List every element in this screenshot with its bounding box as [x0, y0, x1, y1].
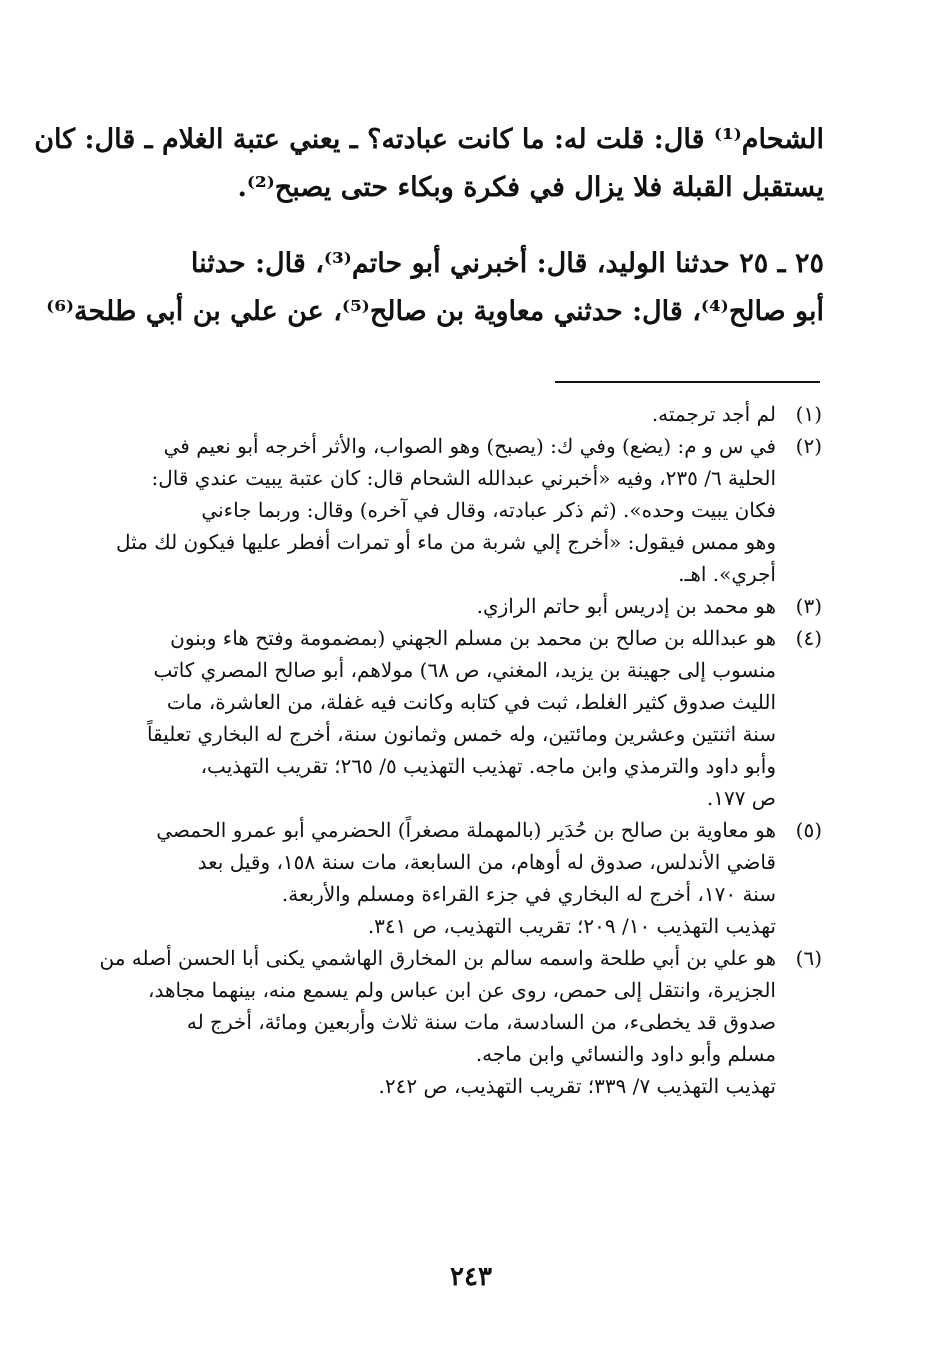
footnote-number: (٢) — [795, 434, 822, 458]
footnote-line: أجري». اهـ. — [678, 562, 776, 586]
main-paragraph-2 — [46, 240, 824, 336]
footnote-line: ص ١٧٧. — [706, 786, 776, 810]
footnote-line: مسلم وأبو داود والنسائي وابن ماجه. — [475, 1042, 776, 1066]
footnote-separator — [555, 381, 820, 383]
footnote-line: هو معاوية بن صالح بن حُدَير (بالمهملة مصغراً) الحضرمي أبو عمرو الحمصي — [156, 818, 776, 842]
footnote-number: (٥) — [795, 818, 822, 842]
footnote-line: سنة ١٧٠، أخرج له البخاري في جزء القراءة ومسلم والأربعة. — [281, 882, 776, 906]
footnote-line: هو عبدالله بن صالح بن محمد بن مسلم الجهني (بمضمومة وفتح هاء وبنون — [170, 626, 776, 650]
footnote-line: في س و م: (يضع) وفي ك: (يصبح) وهو الصواب، والأثر أخرجه أبو نعيم في — [163, 434, 776, 458]
footnote-line: صدوق قد يخطىء، من السادسة، مات سنة ثلاث وأربعين ومائة، أخرج له — [186, 1010, 776, 1034]
footnote-line: الجزيرة، وانتقل إلى حمص، روى عن ابن عباس ولم يسمع منه، بينهما مجاهد، — [148, 978, 776, 1002]
text-line: يستقبل القبلة فلا يزال في فكرة وبكاء حتى يصبح⁽²⁾. — [237, 172, 824, 203]
footnote-line: منسوب إلى جهينة بن يزيد، المغني، ص ٦٨) مولاهم، أبو صالح المصري كاتب — [153, 658, 776, 682]
footnote-4 — [127, 622, 822, 814]
footnote-line: الليث صدوق كثير الغلط، ثبت في كتابه وكانت فيه غفلة، من العاشرة، مات — [166, 690, 776, 714]
footnote-number: (١) — [795, 402, 822, 426]
footnotes — [99, 398, 822, 1102]
footnote-line: وهو ممس فيقول: «أخرج إلي شربة من ماء أو تمرات أفطر عليها فيكون لك مثل — [115, 530, 776, 554]
footnote-3 — [127, 590, 822, 622]
footnote-line: تهذيب التهذيب ١٠/ ٢٠٩؛ تقريب التهذيب، ص ٣٤١. — [367, 914, 776, 938]
text-line: الشحام⁽¹⁾ قال: قلت له: ما كانت عبادته؟ ـ يعني عتبة الغلام ـ قال: كان — [34, 124, 824, 155]
footnote-line: وأبو داود والترمذي وابن ماجه. تهذيب التهذيب ٥/ ٢٦٥؛ تقريب التهذيب، — [200, 754, 776, 778]
footnote-line: لم أجد ترجمته. — [651, 402, 776, 426]
footnote-2 — [115, 430, 822, 590]
text-line: ٢٥ ـ ٢٥ حدثنا الوليد، قال: أخبرني أبو حاتم⁽³⁾، قال: حدثنا — [190, 248, 824, 279]
footnote-line: تهذيب التهذيب ٧/ ٣٣٩؛ تقريب التهذيب، ص ٢٤٢. — [378, 1074, 776, 1098]
footnote-line: الحلية ٦/ ٢٣٥، وفيه «أخبرني عبدالله الشحام قال: كان عتبة يبيت عندي قال: — [151, 466, 776, 490]
footnote-line: فكان يبيت وحده». (ثم ذكر عبادته، وقال في آخره) وقال: وربما جاءني — [201, 498, 776, 522]
footnote-1 — [127, 398, 822, 430]
text-line: أبو صالح⁽⁴⁾، قال: حدثني معاوية بن صالح⁽⁵⁾، عن علي بن أبي طلحة⁽⁶⁾ — [46, 296, 824, 327]
page-number: ٢٤٣ — [450, 1262, 492, 1292]
footnote-number: (٦) — [795, 946, 822, 970]
footnote-line: هو علي بن أبي طلحة واسمه سالم بن المخارق الهاشمي يكنى أبا الحسن أصله من — [99, 946, 776, 970]
footnote-5 — [127, 814, 822, 942]
footnote-number: (٣) — [795, 594, 822, 618]
footnote-number: (٤) — [795, 626, 822, 650]
footnote-line: هو محمد بن إدريس أبو حاتم الرازي. — [476, 594, 776, 618]
footnote-6 — [99, 942, 822, 1102]
main-paragraph-1 — [34, 116, 824, 212]
footnote-line: قاضي الأندلس، صدوق له أوهام، من السابعة، مات سنة ١٥٨، وقيل بعد — [197, 850, 776, 874]
footnote-line: سنة اثنتين وعشرين ومائتين، وله خمس وثمانون سنة، أخرج له البخاري تعليقاً — [146, 722, 776, 746]
